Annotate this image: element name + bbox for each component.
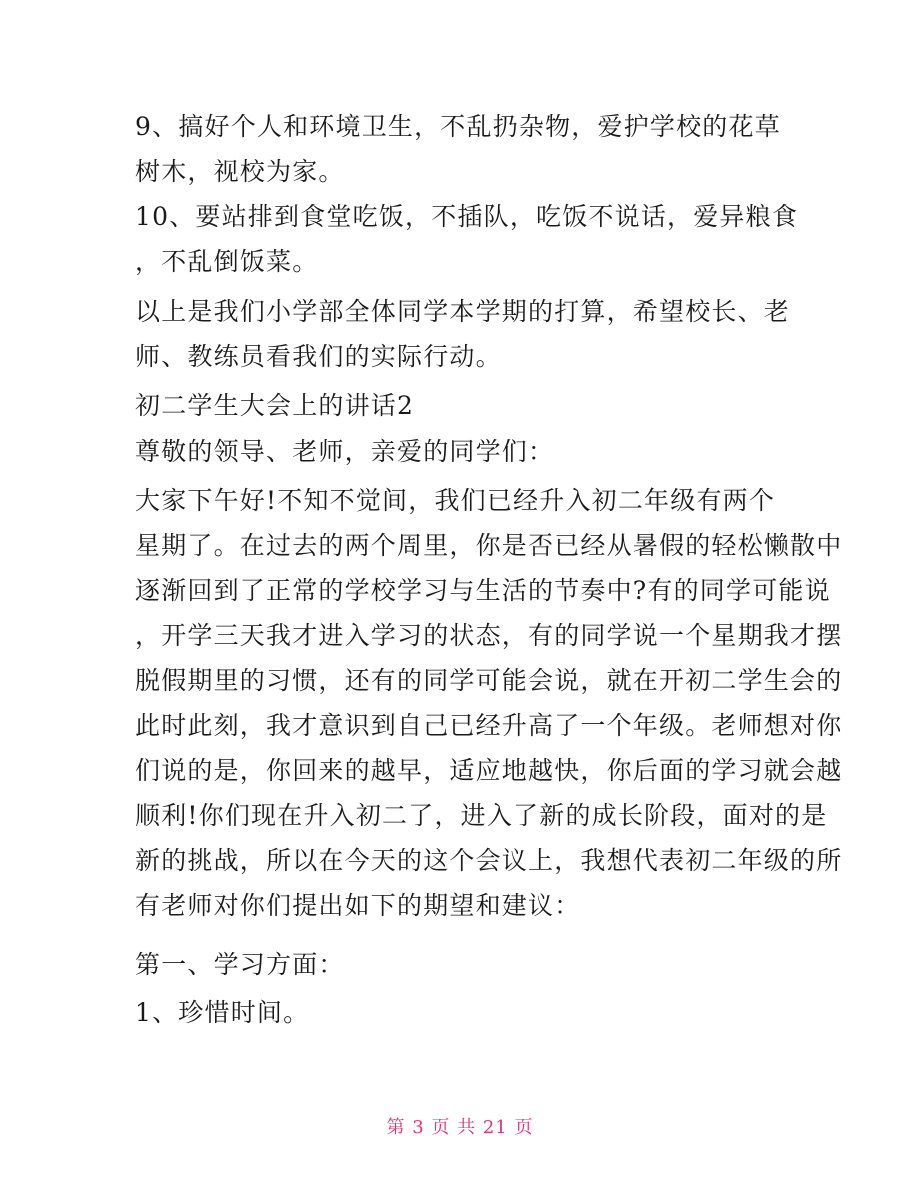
text-line: 9、搞好个人和环境卫生，不乱扔杂物，爱护学校的花草 bbox=[135, 112, 781, 141]
text-line: 以上是我们小学部全体同学本学期的打算，希望校长、老 bbox=[135, 297, 791, 326]
text-line: 树木，视校为家。 bbox=[135, 157, 345, 186]
section-heading: 初二学生大会上的讲话2 bbox=[135, 391, 415, 420]
text-line: 有老师对你们提出如下的期望和建议： bbox=[135, 891, 581, 920]
text-line: ，开学三天我才进入学习的状态，有的同学说一个星期我才摆 bbox=[135, 621, 843, 650]
text-line: 脱假期里的习惯，还有的同学可能会说，就在开初二学生会的 bbox=[135, 666, 843, 695]
text-line: 大家下午好!不知不觉间，我们已经升入初二年级有两个 bbox=[135, 486, 776, 515]
text-line: 此时此刻，我才意识到自己已经升高了一个年级。老师想对你 bbox=[135, 711, 843, 740]
text-line: 逐渐回到了正常的学校学习与生活的节奏中?有的同学可能说 bbox=[135, 576, 831, 605]
subsection-heading: 第一、学习方面： bbox=[135, 950, 345, 979]
text-line: 10、要站排到食堂吃饭，不插队，吃饭不说话，爱异粮食 bbox=[135, 202, 799, 231]
list-item: 1、珍惜时间。 bbox=[135, 998, 310, 1027]
text-line: 星期了。在过去的两个周里，你是否已经从暑假的轻松懒散中 bbox=[135, 531, 843, 560]
page-number-footer: 第 3 页 共 21 页 bbox=[386, 1117, 534, 1138]
text-line: 新的挑战，所以在今天的这个会议上，我想代表初二年级的所 bbox=[135, 846, 843, 875]
text-line: 们说的是，你回来的越早，适应地越快，你后面的学习就会越 bbox=[135, 756, 843, 785]
text-line: ，不乱倒饭菜。 bbox=[135, 247, 319, 276]
text-line: 师、教练员看我们的实际行动。 bbox=[135, 342, 502, 371]
text-line: 顺利!你们现在升入初二了，进入了新的成长阶段，面对的是 bbox=[135, 801, 828, 830]
salutation: 尊敬的领导、老师，亲爱的同学们： bbox=[135, 437, 555, 466]
